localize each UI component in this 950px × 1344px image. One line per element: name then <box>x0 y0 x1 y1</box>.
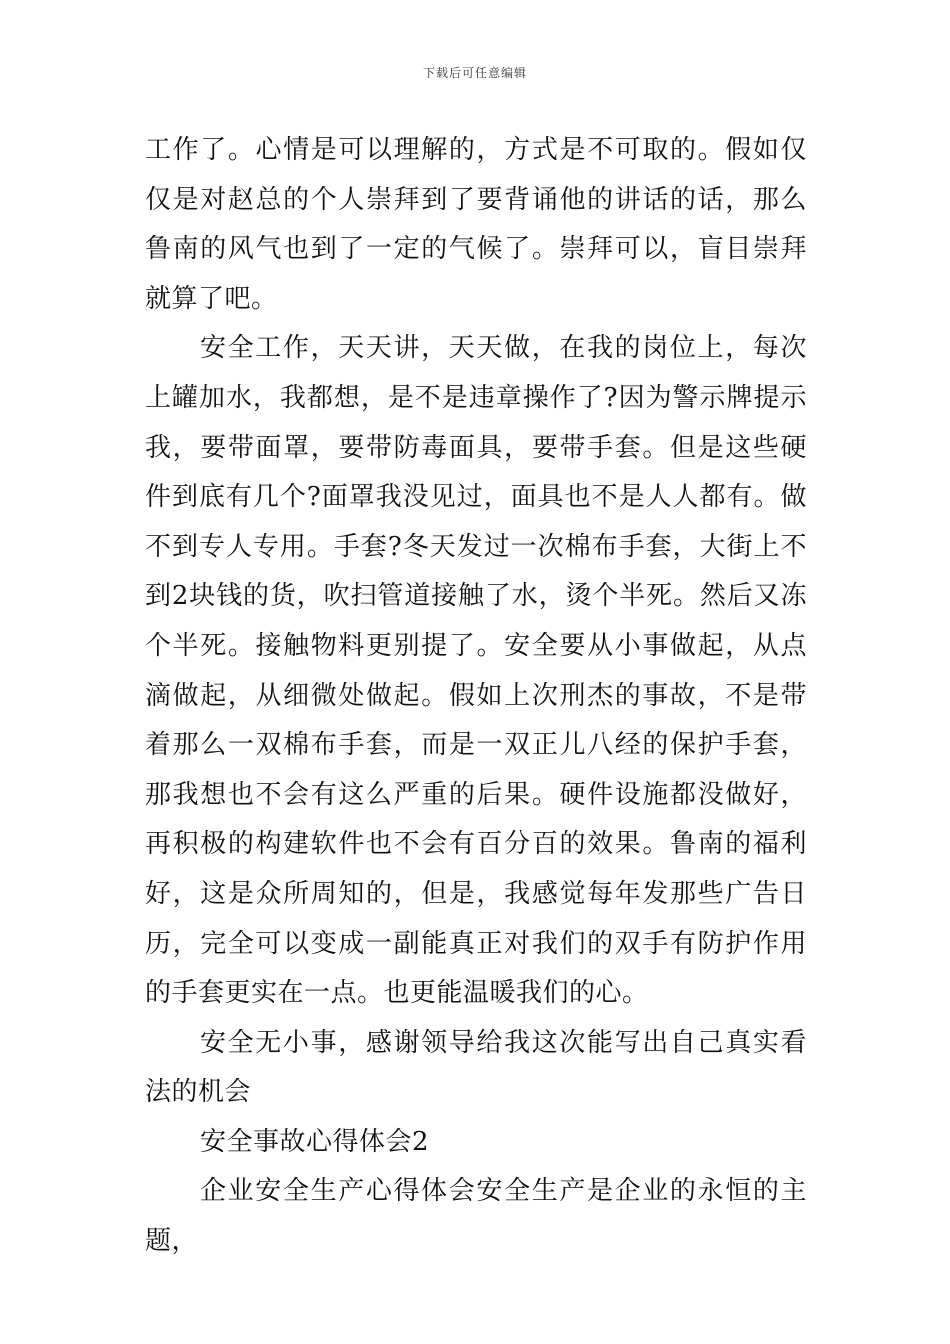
paragraph-continuation: 工作了。心情是可以理解的，方式是不可取的。假如仅仅是对赵总的个人崇拜到了要背诵他的讲话的话，那么鲁南的风气也到了一定的气候了。崇拜可以，盲目崇拜就算了吧。 <box>145 135 807 314</box>
paragraph-closing: 安全无小事，感谢领导给我这次能写出自己真实看法的机会 <box>145 1027 807 1108</box>
document-body <box>145 126 807 1267</box>
paragraph-section-start: 企业安全生产心得体会安全生产是企业的永恒的主题， <box>145 1176 807 1257</box>
paragraph-safety-work: 安全工作，天天讲，天天做，在我的岗位上，每次上罐加水，我都想，是不是违章操作了?因为警示牌提示我，要带面罩，要带防毒面具，要带手套。但是这些硬件到底有几个?面罩我没见过，面具也不是人人都有。做不到专人专用。手套?冬天发过一次棉布手套，大街上不到2块钱的货，吹扫管道接触了水，烫个半死。然后又冻个半死。接触物料更别提了。安全要从小事做起，从点滴做起，从细微处做起。假如上次刑杰的事故，不是带着那么一双棉布手套，而是一双正儿八经的保护手套，那我想也不会有这么严重的后果。硬件设施都没做好，再积极的构建软件也不会有百分百的效果。鲁南的福利好，这是众所周知的，但是，我感觉每年发那些广告日历，完全可以变成一副能真正对我们的双手有防护作用的手套更实在一点。也更能温暖我们的心。 <box>145 333 807 1009</box>
page-header: 下载后可任意编辑 <box>422 66 527 80</box>
section-heading: 安全事故心得体会2 <box>200 1126 430 1157</box>
